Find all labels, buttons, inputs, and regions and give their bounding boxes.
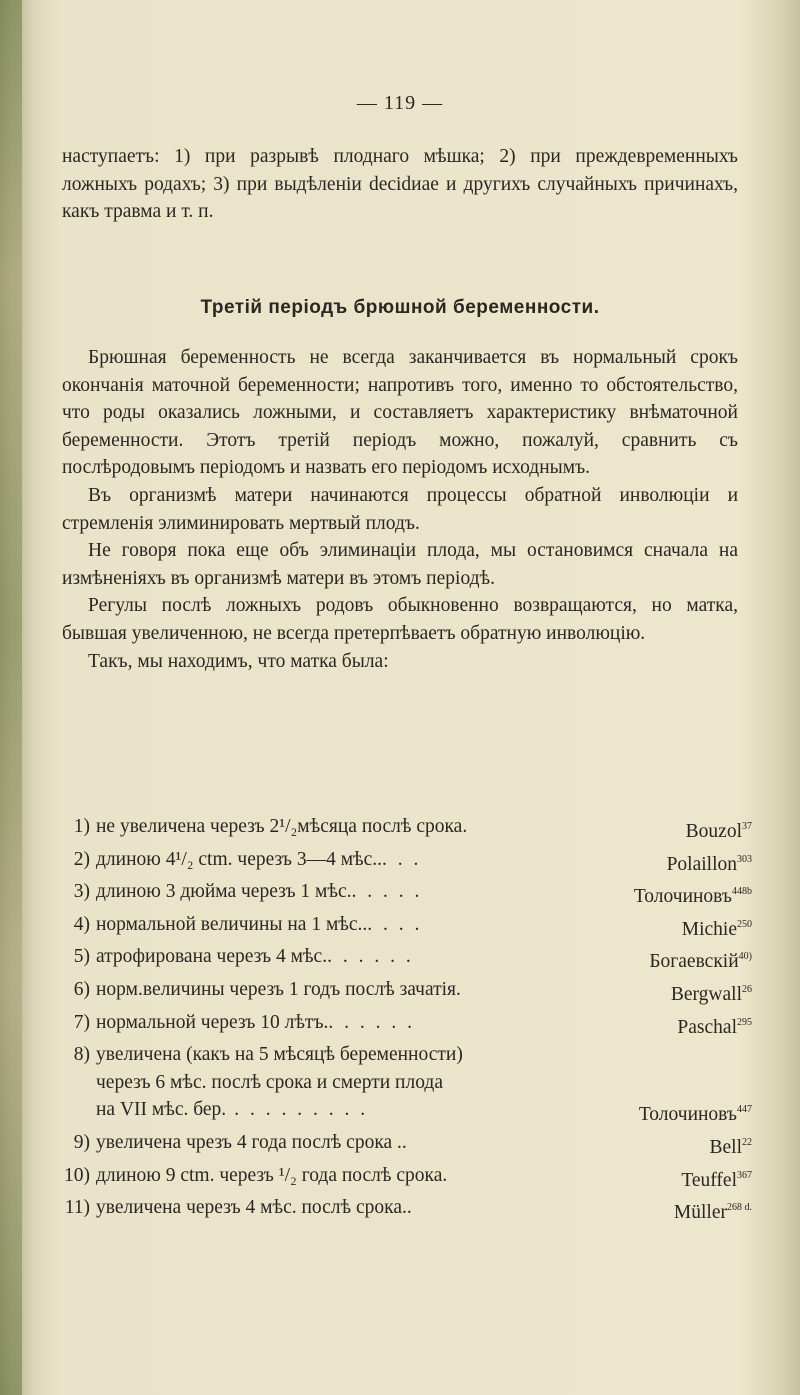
list-item: 5) атрофирована черезъ 4 мѣс. . . . . . . Богаевскій$^{40)}$ (62, 943, 752, 976)
list-item-continuation: на VII мѣс. бер. . . . . . . . . . Толочиновъ$^{447}$ (62, 1096, 752, 1129)
citation: Teuffel$^{367}$ (681, 1169, 752, 1191)
citation: Bergwall$^{26}$ (670, 983, 752, 1005)
list-item: 9) увеличена чрезъ 4 года послѣ срока . . Bell$^{22}$ (62, 1129, 752, 1162)
list-item: 4) нормальной величины на 1 мѣс.. . . . . Michie$^{250}$ (62, 911, 752, 944)
citation: Толочиновъ$^{448b}$ (633, 886, 752, 908)
intro-text (62, 143, 738, 226)
intro-paragraph: наступаетъ: 1) при разрывѣ плоднаго мѣшка; 2) при преждевременныхъ ложныхъ родахъ; 3) при выдѣленіи decidиae и другихъ случайныхъ причинахъ, какъ травма и т. п. (62, 146, 738, 223)
citation: Polaillon$^{303}$ (666, 853, 752, 875)
case-list (62, 813, 752, 1227)
citation: Müller$^{268 d.}$ (673, 1202, 752, 1224)
citation: Michie$^{250}$ (681, 918, 752, 940)
paragraph: Въ организмѣ матери начинаются процессы обратной инволюціи и стремленія элиминировать мертвый плодъ. (62, 484, 738, 534)
list-item: 3) длиною 3 дюйма черезъ 1 мѣс. . . . . . Толочиновъ$^{448b}$ (62, 878, 752, 911)
list-item: 10) длиною 9 ctm. черезъ ¹/₂ года послѣ срока. Teuffel$^{367}$ (62, 1162, 752, 1195)
list-item: 11) увеличена черезъ 4 мѣс. послѣ срока. . Müller$^{268 d.}$ (62, 1194, 752, 1227)
paragraph: Брюшная беременность не всегда заканчивается въ нормальный срокъ окончанія маточной беременности; напротивъ того, именно то обстоятельство, что роды оказались ложными, и составляетъ характеристику внѣматочной беременности. Этотъ третій періодъ можно, пожалуй, сравнить съ послѣродовымъ періодомъ и назвать его періодомъ исходнымъ. (62, 347, 738, 479)
page-number: — 119 — (356, 92, 444, 114)
section-title: Третій періодъ брюшной беременности. (200, 297, 600, 318)
paragraph: Такъ, мы находимъ, что матка была: (88, 650, 389, 672)
paragraph: Не говоря пока еще объ элиминаціи плода, мы остановимся сначала на измѣненіяхъ въ организмѣ матери въ этомъ періодѣ. (62, 540, 738, 589)
list-item: 1) не увеличена черезъ 2¹/₂мѣсяца послѣ срока. Bouzol$^{37}$ (62, 813, 752, 846)
citation: Paschal$^{295}$ (677, 1016, 752, 1038)
citation: Bouzol$^{37}$ (685, 821, 752, 842)
list-item: 7) нормальной черезъ 10 лѣтъ. . . . . . . Paschal$^{295}$ (62, 1009, 752, 1042)
list-item-continuation: черезъ 6 мѣс. послѣ срока и смерти плода (96, 1071, 443, 1093)
citation: Толочиновъ$^{447}$ (638, 1104, 752, 1126)
body-text (62, 344, 738, 675)
paragraph: Регулы послѣ ложныхъ родовъ обыкновенно возвращаются, но матка, бывшая увеличенною, не всегда претерпѣваетъ обратную инволюцію. (62, 595, 738, 644)
citation: Bell$^{22}$ (709, 1136, 752, 1158)
list-item: 8) увеличена (какъ на 5 мѣсяцѣ беременности) (73, 1044, 463, 1066)
list-item: 6) норм.величины черезъ 1 годъ послѣ зачатія. Bergwall$^{26}$ (62, 976, 752, 1009)
list-item: 2) длиною 4¹/₂ ctm. черезъ 3—4 мѣс.. . . . Polaillon$^{303}$ (62, 846, 752, 879)
page-binding-edge (0, 0, 22, 1395)
citation: Богаевскій$^{40)}$ (649, 951, 752, 973)
